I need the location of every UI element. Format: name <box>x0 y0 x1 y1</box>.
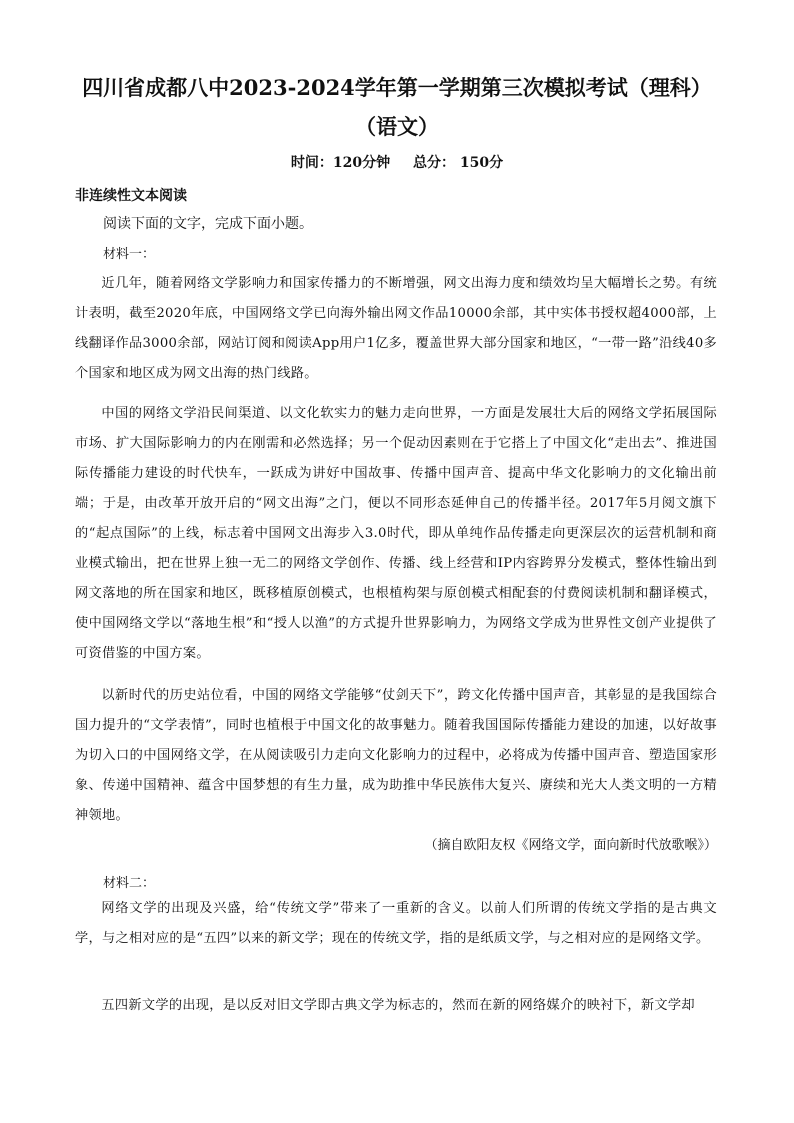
material1-paragraph-1: 近几年，随着网络文学影响力和国家传播力的不断增强，网文出海力度和绩效均呈大幅增长之势。有统计表明，截至2020年底，中国网络文学已向海外输出网文作品10000余部，其中实体书授权超4000部，上线翻译作品3000余部，网站订阅和阅读App用户1亿多，覆盖世界大部分国家和地区，“一带一路”沿线40多个国家和地区成为网文出海的热门线路。 <box>75 276 717 381</box>
reading-instruction: 阅读下面的文字，完成下面小题。 <box>103 216 313 232</box>
material2-label: 材料二： <box>103 876 156 891</box>
material1-paragraph-2: 中国的网络文学沿民间渠道、以文化软实力的魅力走向世界，一方面是发展壮大后的网络文学拓展国际市场、扩大国际影响力的内在刚需和必然选择；另一个促动因素则在于它搭上了中国文化“走出去”、推进国际传播能力建设的时代快车，一跃成为讲好中国故事、传播中国声音、提高中华文化影响力的文化输出前端；于是，由改革开放开启的“网文出海”之门，便以不同形态延伸自己的传播半径。2017年5月阅文旗下的“起点国际”的上线，标志着中国网文出海步入3.0时代，即从单纯作品传播走向更深层次的运营机制和商业模式输出，把在世界上独一无二的网络文学创作、传播、线上经营和IP内容跨界分发模式，整体性输出到网文落地的所在国家和地区，既移植原创模式，也根植构架与原创模式相配套的付费阅读机制和翻译模式，使中国网络文学以“落地生根”和“授人以渔”的方式提升世界影响力，为网络文学成为世界性文创产业提供了可资借鉴的中国方案。 <box>75 406 717 661</box>
material1-label: 材料一： <box>103 247 156 262</box>
exam-time: 时间：120分钟 <box>290 155 391 171</box>
material1-source: （摘自欧阳友权《网络文学，面向新时代放歌喉》） <box>424 838 717 853</box>
exam-total-score: 总分： 150分 <box>413 155 504 171</box>
material2-paragraph-1: 网络文学的出现及兴盛，给“传统文学”带来了一重新的含义。以前人们所谓的传统文学指的是古典文学，与之相对应的是“五四”以来的新文学；现在的传统文学，指的是纸质文学，与之相对应的是网络文学。 <box>75 901 717 946</box>
material2-paragraph-2: 五四新文学的出现，是以反对旧文学即古典文学为标志的，然而在新的网络媒介的映衬下，新文学却 <box>101 998 695 1013</box>
section-heading: 非连续性文本阅读 <box>75 188 187 204</box>
material1-paragraph-3: 以新时代的历史站位看，中国的网络文学能够“仗剑天下”，跨文化传播中国声音，其彰显的是我国综合国力提升的“文学表情”，同时也植根于中国文化的故事魅力。随着我国国际传播能力建设的加速，以好故事为切入口的中国网络文学，在从阅读吸引力走向文化影响力的过程中，必将成为传播中国声音、塑造国家形象、传递中国精神、蕴含中国梦想的有生力量，成为助推中华民族伟大复兴、赓续和光大人类文明的一方精神领地。 <box>75 688 717 823</box>
page-subtitle: （语文） <box>355 114 439 139</box>
page-title: 四川省成都八中2023-2024学年第一学期第三次模拟考试（理科） <box>82 75 712 100</box>
exam-meta <box>60 152 734 172</box>
